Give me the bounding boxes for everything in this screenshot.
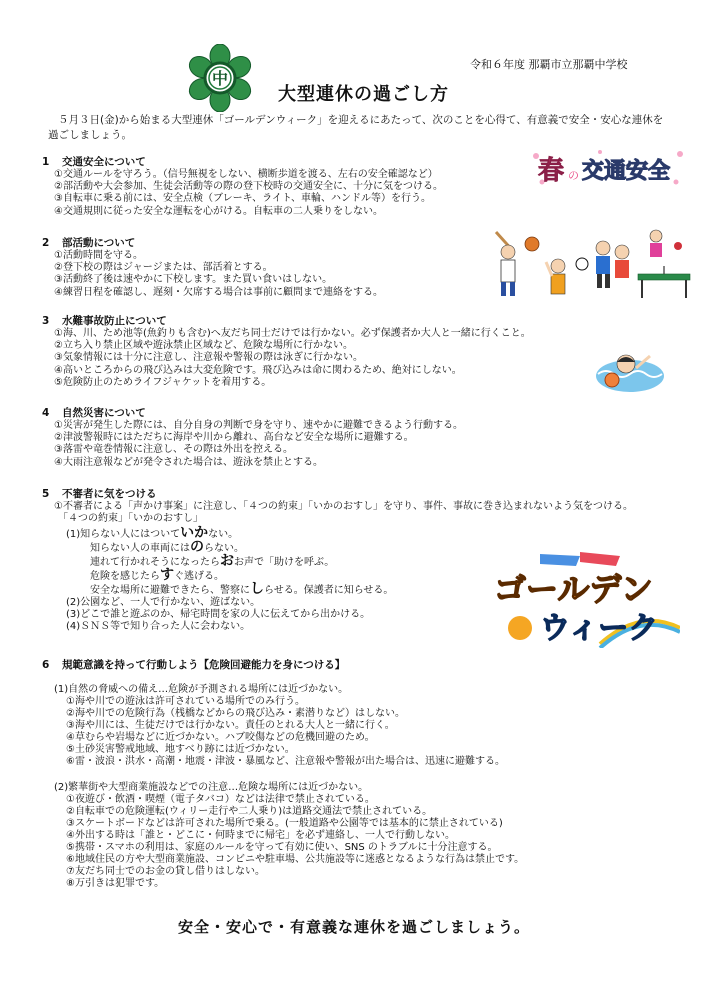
list-item: ④草むらや岩場などに近づかない。ハブ咬傷などの危機回避のため。	[66, 732, 375, 743]
list-item: ①海、川、ため池等(魚釣りも含む)へ友だち同士だけでは行かない。必ず保護者か大人と一緒に行くこと。	[54, 328, 531, 339]
section-natural-disasters	[42, 406, 682, 469]
list-item: ③気象情報には十分に注意し、注意報や警報の際は泳ぎに行かない。	[54, 352, 363, 364]
sun-icon	[508, 616, 532, 640]
list-item: ④交通規則に従った安全な運転を心がける。自転車の二人乗りをしない。	[54, 205, 383, 217]
group-2-heading: (2)繁華街や大型商業施設などでの注意…危険な場所には近づかない。	[54, 782, 369, 793]
list-item: ⑤危険防止のためライフジャケットを着用する。	[54, 376, 272, 388]
gw-line-1: ゴールデン	[494, 570, 653, 608]
sports-illustration	[488, 222, 694, 304]
gw-line-2: ウィーク	[540, 611, 659, 646]
section-heading: 6 規範意識を持って行動しよう【危険回避能力を身につける】	[42, 659, 346, 671]
rule-tell-family: (3)どこで誰と遊ぶのか、帰宅時間を家の人に伝えてから出かける。	[66, 609, 371, 621]
rule-sns: (4)ＳＮＳ等で知り合った人に会わない。	[66, 621, 251, 633]
golden-week-logo	[480, 548, 680, 648]
list-item: ③自転車に乗る前には、安全点検（ブレーキ、ライト、車輪、ハンドル等）を行う。	[54, 193, 431, 205]
list-item: ①交通ルールを守ろう。（信号無視をしない、横断歩道を渡る、左右の安全確認など）	[54, 169, 438, 180]
group-1-heading: (1)自然の脅威への備え…危険が予測される場所には近づかない。	[54, 684, 349, 695]
intro-paragraph: ５月３日(金)から始まる大型連休「ゴールデンウィーク」を迎えるにあたって、次のことを心得て、有意義で安全・安心な連休を過ごしましょう。	[48, 114, 664, 141]
section-heading: 2 部活動について	[42, 237, 136, 249]
list-item: ⑧万引きは犯罪です。	[66, 878, 165, 889]
list-item: ⑦友だち同士でのお金の貸し借りはしない。	[66, 866, 265, 877]
badge-spring: 春	[538, 156, 565, 186]
list-item: ④外出する時は「誰と・どこに・何時までに帰宅」を必ず連絡し、一人で行動しない。	[66, 830, 455, 841]
list-item: ①海や川での遊泳は許可されている場所でのみ行う。	[66, 696, 305, 707]
list-item: ②津波警報時にはただちに海岸や川から離れ、高台など安全な場所に避難する。	[54, 432, 414, 444]
basketball-player-figure	[546, 259, 565, 294]
school-emblem	[186, 44, 254, 112]
section-heading: 3 水難事故防止について	[42, 315, 167, 327]
soccer-ball-icon	[576, 258, 588, 270]
ikanoosushi-line-1: (1)知らない人にはついていかない。	[66, 525, 239, 542]
list-item: ③落雷や竜巻情報に注意し、その際は外出を控える。	[54, 444, 293, 456]
list-item: ③海や川には、生徒だけでは行かない。責任のとれる大人と一緒に行く。	[66, 720, 395, 731]
list-item: ④練習日程を確認し、遅刻・欠席する場合は事前に顧問まで連絡をする。	[54, 286, 383, 298]
spring-traffic-safety-badge	[530, 148, 688, 188]
list-item: ②部活動や大会参加、生徒会活動等の際の登下校時の交通安全に、十分に気をつける。	[54, 181, 443, 193]
list-item: ①災害が発生した際には、自分自身の判断で身を守り、速やかに避難できるよう行動する。	[54, 420, 463, 431]
badge-no: の	[568, 169, 579, 182]
list-item: ①活動時間を守る。	[54, 250, 143, 261]
section-heading: 5 不審者に気をつける	[42, 488, 157, 500]
list-item: ③活動終了後は速やかに下校します。また買い食いはしない。	[54, 274, 333, 286]
section-heading: 1 交通安全について	[42, 156, 146, 168]
emblem-character: 中	[211, 69, 229, 88]
list-item: ②登下校の際はジャージまたは、部活着とする。	[54, 262, 273, 274]
section-heading: 4 自然災害について	[42, 407, 146, 419]
basketball-icon	[525, 237, 539, 251]
float-ring-icon	[605, 373, 619, 387]
ikanoosushi-line-4: 危険を感じたらすぐ逃げる。	[90, 567, 224, 584]
ikanoosushi-line-2: 知らない人の車両にはのらない。	[90, 539, 244, 556]
ikanoosushi-line-5: 安全な場所に避難できたら、警察にしらせる。保護者に知らせる。	[90, 581, 394, 598]
list-item: ②立ち入り禁止区域や遊泳禁止区域など、危険な場所に行かない。	[54, 340, 353, 352]
list-item: ④高いところからの飛び込みは大変危険です。飛び込みは命に関わるため、絶対にしない。	[54, 364, 462, 376]
list-item: ⑥雷・波浪・洪水・高潮・地震・津波・暴風など、注意報や警報が出た場合は、迅速に避難する。	[66, 756, 505, 767]
list-item: ⑤土砂災害警戒地域、地すべり跡には近づかない。	[66, 744, 295, 755]
closing-message: 安全・安心で・有意義な連休を過ごしましょう。	[177, 918, 530, 936]
school-name: 令和６年度 那覇市立那覇中学校	[470, 58, 628, 71]
section-water-safety	[42, 314, 682, 389]
badge-traffic-safety: 交通安全	[582, 159, 671, 184]
list-item: ①不審者による「声かけ事案」に注意し、「４つの約束」「いかのおすし」を守り、事件、事故に巻き込まれないよう気をつける。	[54, 501, 633, 512]
carp-streamer-icon	[540, 554, 580, 566]
list-item: ⑥地域住民の方や大型商業施設、コンビニや駐車場、公共施設等に迷惑となるような行為は禁止です。	[66, 854, 525, 865]
ikanoosushi-line-3: 連れて行かれそうになったらおお声で「助けを呼ぶ。	[90, 553, 335, 570]
promise-label: 「４つの約束」「いかのおすし」	[58, 513, 203, 525]
rule-park: (2)公園など、一人で行かない、遊ばない。	[66, 597, 261, 609]
list-item: ④大雨注意報などが発令された場合は、遊泳を禁止とする。	[54, 456, 323, 468]
list-item: ②自転車での危険運転(ウィリー走行や二人乗り)は道路交通法で禁止されている。	[66, 806, 433, 817]
list-item: ②海や川での危険行為（桟橋などからの飛び込み・素潜りなど）はしない。	[66, 708, 405, 719]
page-title: 大型連休の過ごし方	[278, 84, 449, 105]
table-tennis-figure	[638, 230, 690, 298]
list-item: ⑤携帯・スマホの利用は、家庭のルールを守って有効に使い、SNS のトラブルに十分注意する。	[66, 842, 498, 853]
section-norms	[42, 658, 682, 890]
drowning-child-illustration	[594, 346, 666, 394]
list-item: ①夜遊び・飲酒・喫煙（電子タバコ）などは法律で禁止されている。	[66, 794, 375, 805]
list-item: ③スケートボードなどは許可された場所で乗る。(一般道路や公園等では基本的に禁止されている)	[66, 818, 503, 829]
soccer-players-figure	[596, 241, 629, 288]
baseball-player-figure	[496, 232, 515, 296]
